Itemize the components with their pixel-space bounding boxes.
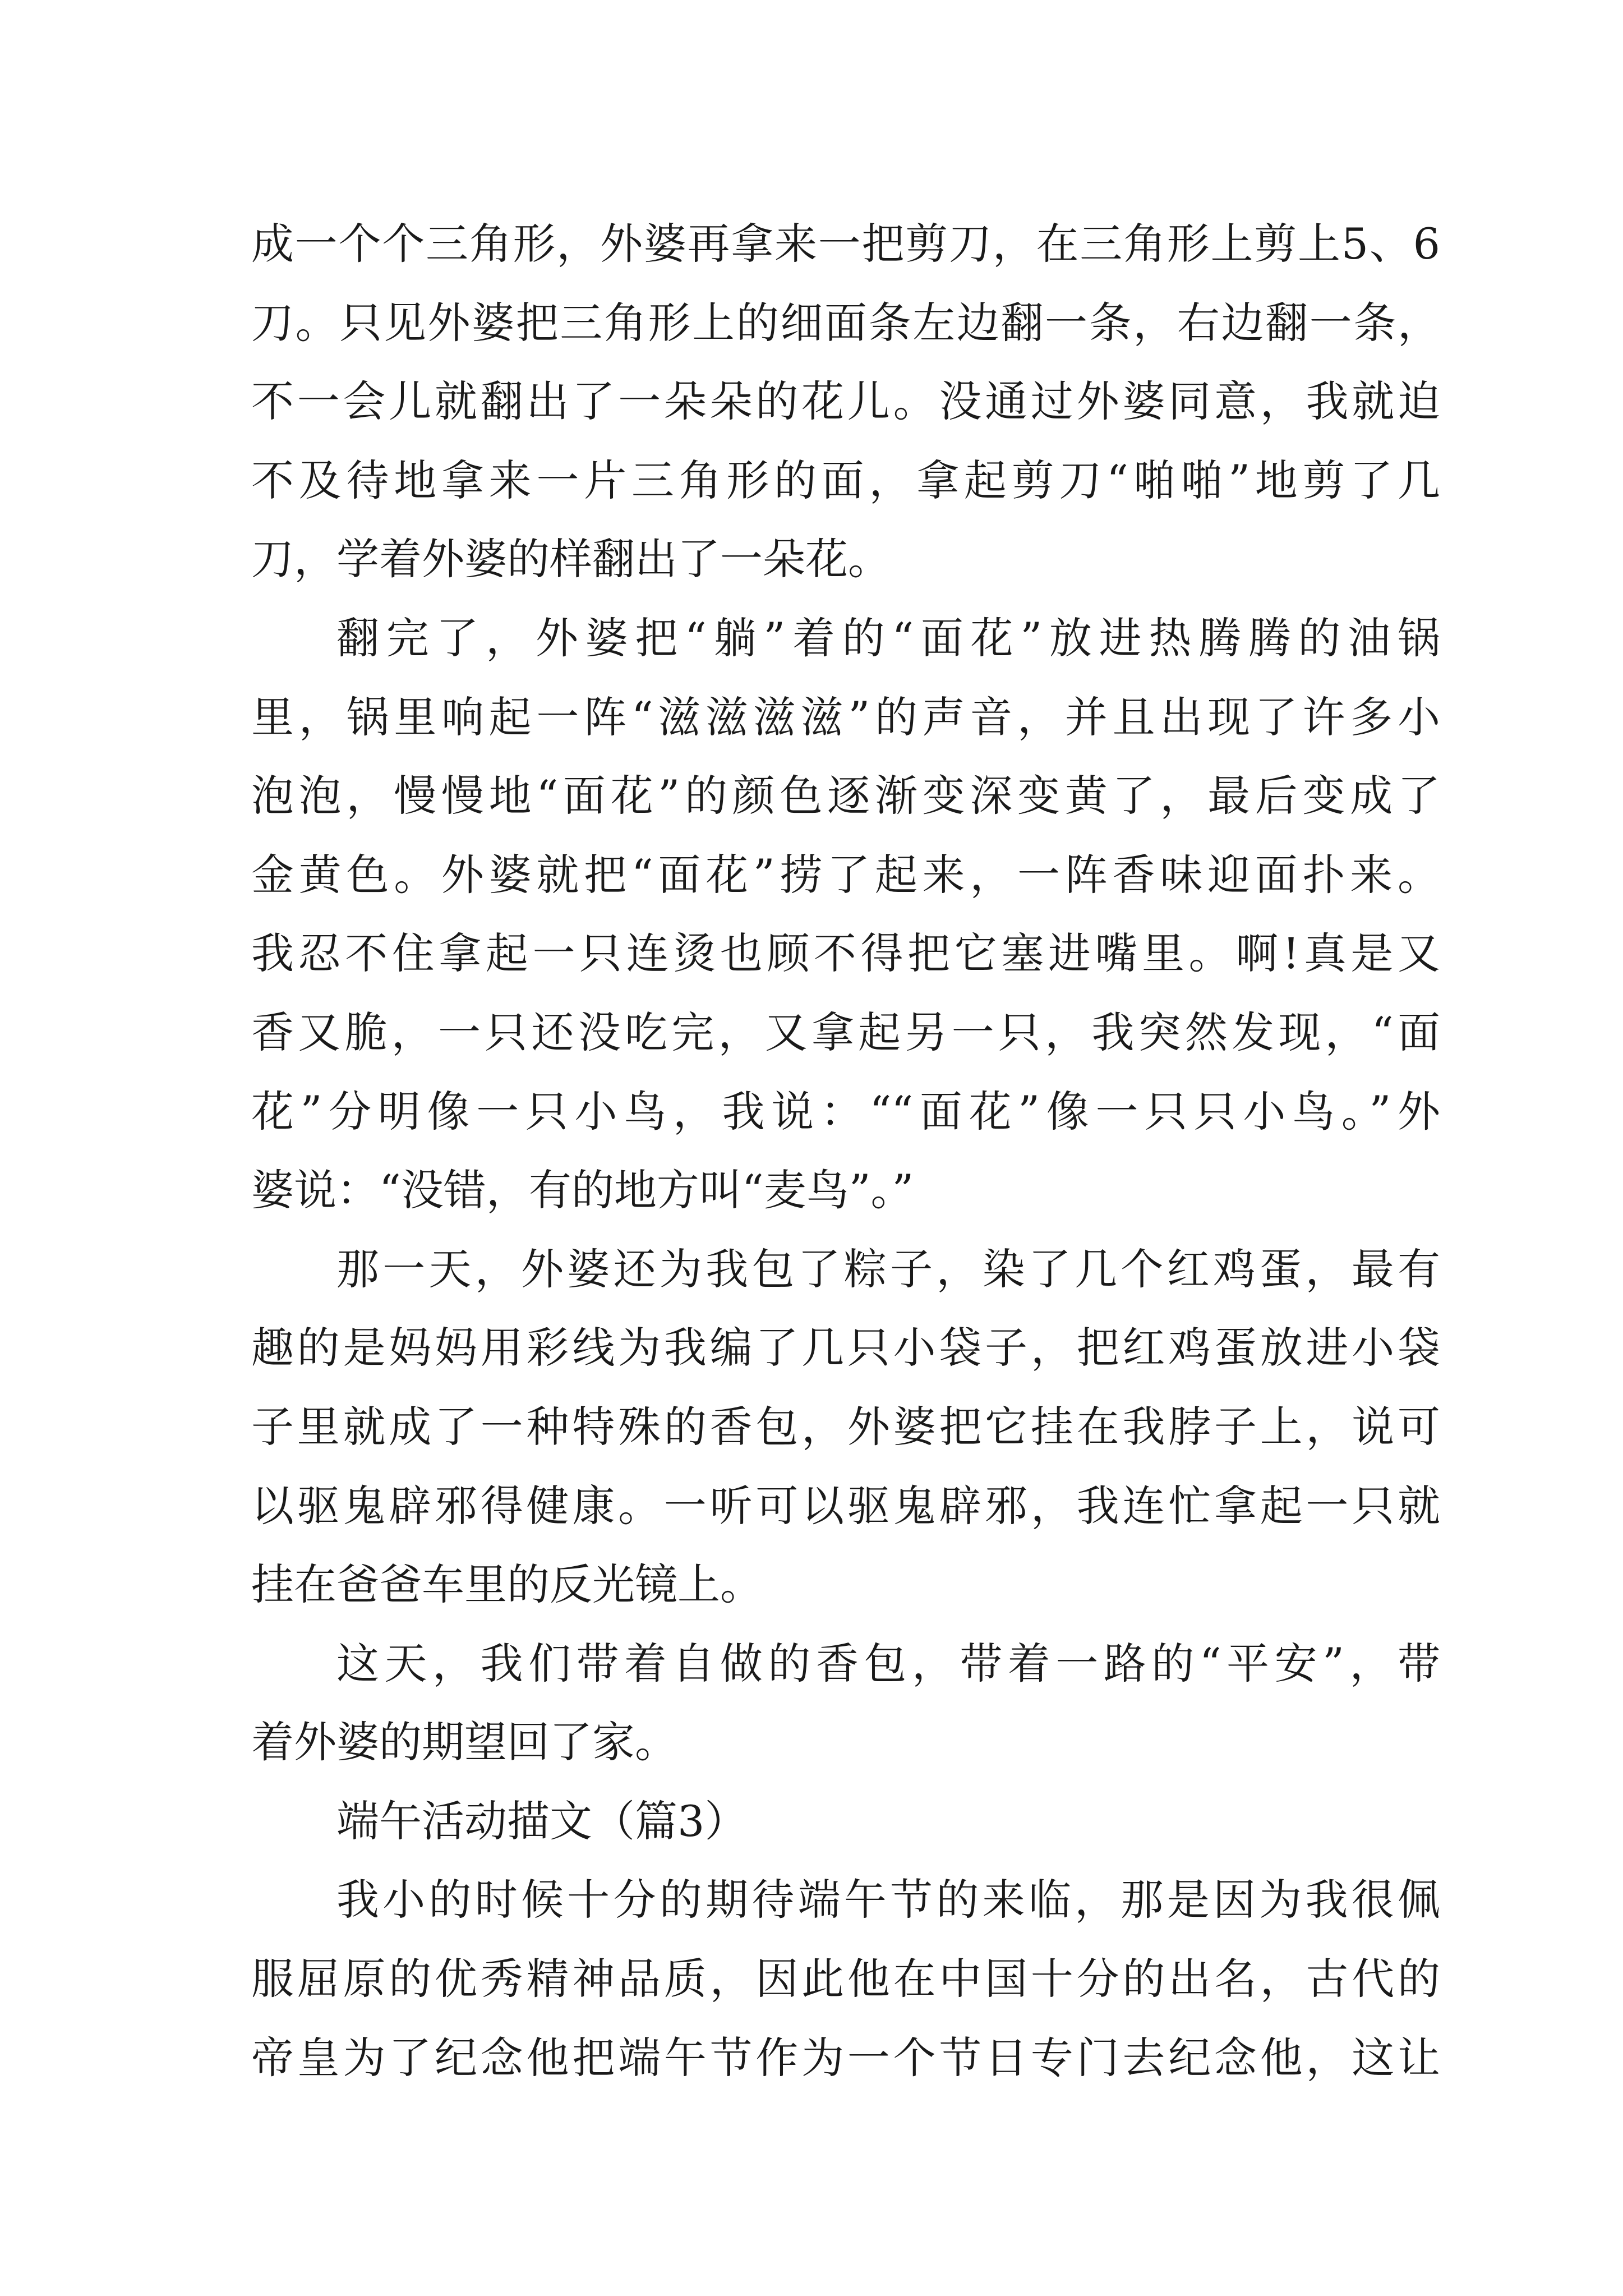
text-line: 着外婆的期望回了家。	[251, 1717, 677, 1768]
text-line: 子里就成了一种特殊的香包，外婆把它挂在我脖子上，说可	[251, 1401, 1440, 1452]
text-line: 婆说：“没错，有的地方叫“麦鸟”。”	[251, 1165, 914, 1216]
text-line: 花”分明像一只小鸟，我说：““面花”像一只只小鸟。”外	[251, 1086, 1440, 1137]
text-line: 服屈原的优秀精神品质，因此他在中国十分的出名，古代的	[251, 1954, 1440, 2004]
document-body	[251, 205, 1440, 2097]
text-line: 趣的是妈妈用彩线为我编了几只小袋子，把红鸡蛋放进小袋	[251, 1323, 1440, 1373]
text-line: 金黄色。外婆就把“面花”捞了起来，一阵香味迎面扑来。	[251, 849, 1440, 900]
text-line: 这天，我们带着自做的香包，带着一路的“平安”，带	[336, 1638, 1440, 1688]
text-line: 不及待地拿来一片三角形的面，拿起剪刀“啪啪”地剪了几	[251, 455, 1440, 505]
text-line: 挂在爸爸车里的反光镜上。	[251, 1559, 763, 1610]
text-line: 里，锅里响起一阵“滋滋滋滋”的声音，并且出现了许多小	[251, 692, 1440, 742]
text-line: 刀。只见外婆把三角形上的细面条左边翻一条，右边翻一条，	[251, 297, 1440, 348]
text-line: 成一个个三角形，外婆再拿来一把剪刀，在三角形上剪上5、6	[251, 219, 1440, 269]
text-line: 以驱鬼辟邪得健康。一听可以驱鬼辟邪，我连忙拿起一只就	[251, 1480, 1440, 1531]
text-line: 帝皇为了纪念他把端午节作为一个节日专门去纪念他，这让	[251, 2032, 1440, 2083]
text-line: 不一会儿就翻出了一朵朵的花儿。没通过外婆同意，我就迫	[251, 376, 1440, 427]
text-line: 翻完了，外婆把“躺”着的“面花”放进热腾腾的油锅	[336, 613, 1440, 663]
text-line: 泡泡，慢慢地“面花”的颜色逐渐变深变黄了，最后变成了	[251, 771, 1440, 821]
text-line: 那一天，外婆还为我包了粽子，染了几个红鸡蛋，最有	[336, 1244, 1440, 1294]
section-heading: 端午活动描文（篇3）	[336, 1796, 748, 1846]
text-line: 我小的时候十分的期待端午节的来临，那是因为我很佩	[336, 1875, 1440, 1925]
text-line: 我忍不住拿起一只连烫也顾不得把它塞进嘴里。啊!真是又	[251, 928, 1440, 979]
text-line: 香又脆，一只还没吃完，又拿起另一只，我突然发现，“面	[251, 1007, 1440, 1057]
text-line: 刀，学着外婆的样翻出了一朵花。	[251, 534, 891, 585]
